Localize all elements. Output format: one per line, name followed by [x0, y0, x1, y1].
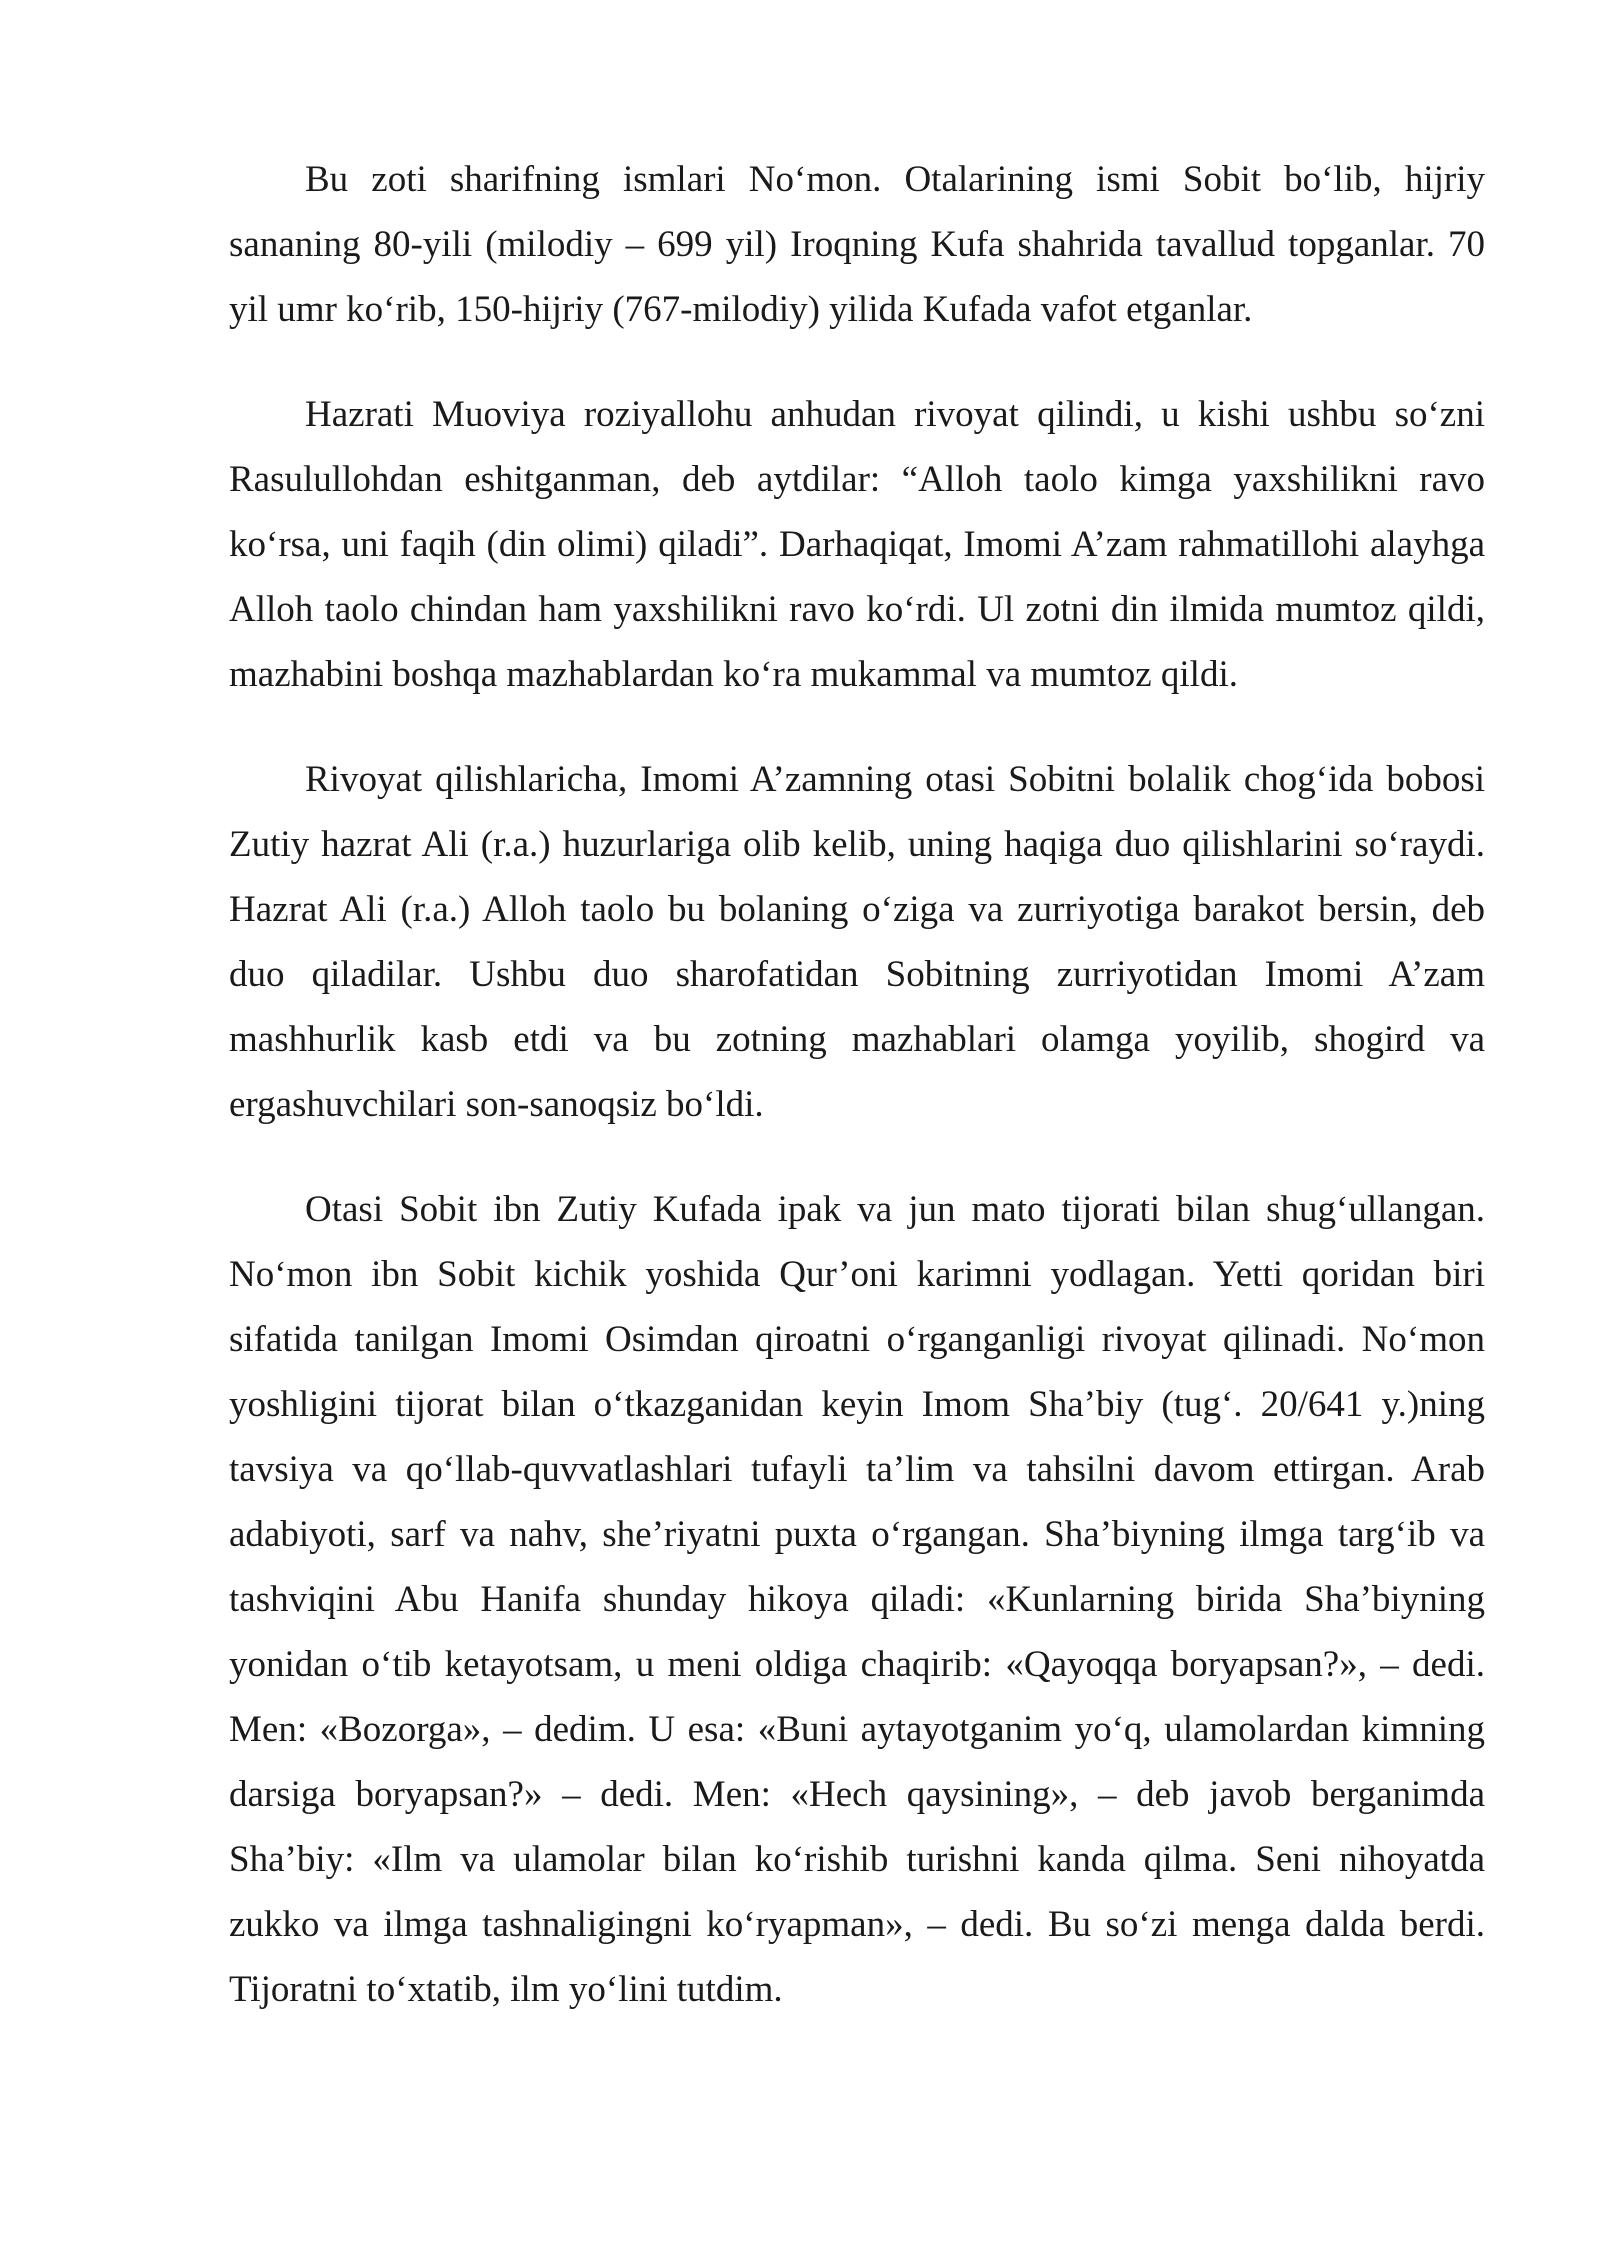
paragraph-1: Bu zoti sharifning ismlari No‘mon. Otalarining ismi Sobit bo‘lib, hijriy sananing 80-yili (milodiy – 699 yil) Iroqning Kufa shahrida tavallud topganlar. 70 yil umr ko‘rib, 150-hijriy (767-milodiy) yilida Kufada vafot etganlar. [229, 159, 1485, 330]
paragraph-4: Otasi Sobit ibn Zutiy Kufada ipak va jun mato tijorati bilan shug‘ullangan. No‘mon ibn Sobit kichik yoshida Qur’oni karimni yodlagan. Yetti qoridan biri sifatida tanilgan Imomi Osimdan qiroatni o‘rganganligi rivoyat qilinadi. No‘mon yoshligini tijorat bilan o‘tkazganidan keyin Imom Sha’biy (tug‘. 20/641 y.)ning tavsiya va qo‘llab-quvvatlashlari tufayli ta’lim va tahsilni davom ettirgan. Arab adabiyoti, sarf va nahv, she’riyatni puxta o‘rgangan. Sha’biyning ilmga targ‘ib va tashviqini Abu Hanifa shunday hikoya qiladi: «Kunlarning birida Sha’biyning yonidan o‘tib ketayotsam, u meni oldiga chaqirib: «Qayoqqa boryapsan?», – dedi. Men: «Bozorga», – dedim. U esa: «Buni aytayotganim yo‘q, ulamolardan kimning darsiga boryapsan?» – dedi. Men: «Hech qaysining», – deb javob berganimda Sha’biy: «Ilm va ulamolar bilan ko‘rishib turishni kanda qilma. Seni nihoyatda zukko va ilmga tashnaligingni ko‘ryapman», – dedi. Bu so‘zi menga dalda berdi. Tijoratni to‘xtatib, ilm yo‘lini tutdim. [229, 1189, 1485, 2010]
paragraph-3: Rivoyat qilishlaricha, Imomi A’zamning otasi Sobitni bolalik chog‘ida bobosi Zutiy hazrat Ali (r.a.) huzurlariga olib kelib, uning haqiga duo qilishlarini so‘raydi. Hazrat Ali (r.a.) Alloh taolo bu bolaning o‘ziga va zurriyotiga barakot bersin, deb duo qiladilar. Ushbu duo sharofatidan Sobitning zurriyotidan Imomi A’zam mashhurlik kasb etdi va bu zotning mazhablari olamga yoyilib, shogird va ergashuvchilari son-sanoqsiz bo‘ldi. [229, 759, 1485, 1125]
paragraph-2: Hazrati Muoviya roziyallohu anhudan rivoyat qilindi, u kishi ushbu so‘zni Rasulullohdan eshitganman, deb aytdilar: “Alloh taolo kimga yaxshilikni ravo ko‘rsa, uni faqih (din olimi) qiladi”. Darhaqiqat, Imomi A’zam rahmatillohi alayhga Alloh taolo chindan ham yaxshilikni ravo ko‘rdi. Ul zotni din ilmida mumtoz qildi, mazhabini boshqa mazhablardan ko‘ra mukammal va mumtoz qildi. [229, 394, 1485, 695]
document-body [229, 147, 1485, 2062]
